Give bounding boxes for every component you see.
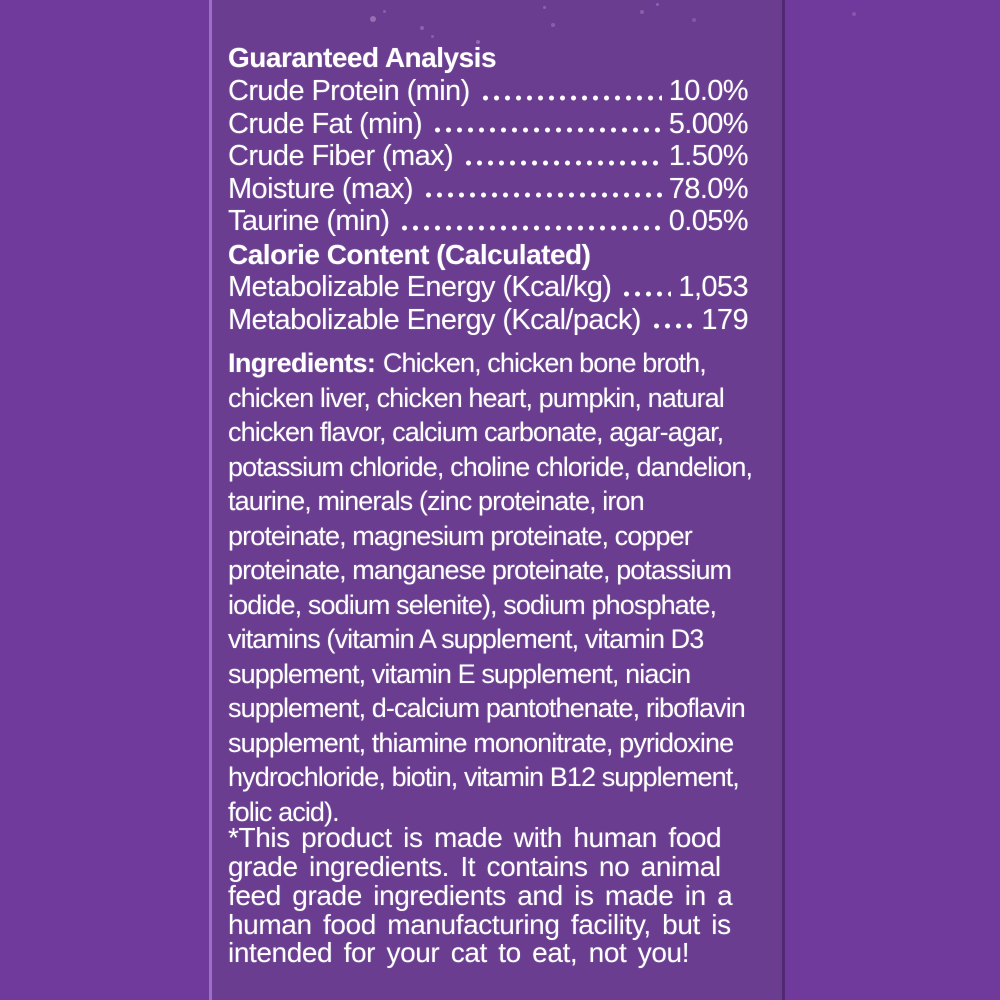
sparkle-dot: [383, 10, 386, 13]
analysis-row: [228, 75, 748, 108]
calorie-content-heading: Calorie Content (Calculated): [228, 238, 591, 270]
ingredients-line: folic acid).: [228, 796, 339, 827]
ingredients-line: hydrochloride, biotin, vitamin B12 supplement,: [228, 762, 739, 793]
analysis-row-value: 5.00%: [668, 107, 748, 140]
ingredients-line: supplement, vitamin E supplement, niacin: [228, 658, 691, 689]
ingredients-line: chicken liver, chicken heart, pumpkin, natural: [228, 382, 724, 413]
ingredients-first-line-text: Chicken, chicken bone broth,: [382, 348, 706, 379]
dot-leader: [432, 127, 662, 133]
ingredients-line: proteinate, magnesium proteinate, copper: [228, 520, 692, 551]
dot-leader: [651, 323, 695, 329]
analysis-row-value: 78.0%: [668, 172, 748, 205]
disclaimer-line: human food manufacturing facility, but is: [228, 908, 731, 940]
sparkle-dot: [852, 12, 856, 16]
analysis-row: [228, 108, 748, 141]
calorie-row: [228, 304, 748, 337]
analysis-row: [228, 173, 748, 206]
ingredients-line: proteinate, manganese proteinate, potassium: [228, 555, 732, 586]
label-text-column: [228, 40, 753, 969]
ingredients-line: vitamins (vitamin A supplement, vitamin D3: [228, 624, 704, 655]
analysis-row: [228, 140, 748, 173]
dot-leader: [423, 192, 662, 198]
ingredients-heading: Ingredients:: [228, 348, 376, 379]
analysis-row-label: Crude Protein (min): [228, 75, 470, 107]
sparkle-dot: [656, 3, 659, 6]
analysis-row-label: Crude Fiber (max): [228, 140, 454, 173]
analysis-row-label: Taurine (min): [228, 205, 390, 238]
ingredients-line: supplement, thiamine mononitrate, pyridoxine: [228, 727, 734, 758]
ingredients-line: chicken flavor, calcium carbonate, agar-agar,: [228, 417, 724, 448]
calorie-content-table: [228, 271, 748, 336]
sparkle-dot: [431, 35, 434, 38]
analysis-row-value: 0.05%: [668, 205, 748, 238]
ingredients-line: potassium chloride, choline chloride, dandelion,: [228, 451, 753, 482]
disclaimer-line: intended for your cat to eat, not you!: [228, 937, 690, 969]
analysis-row-label: Crude Fat (min): [228, 107, 423, 140]
sparkle-dot: [692, 18, 696, 22]
calorie-row-value: 1,053: [678, 270, 748, 303]
calorie-row-value: 179: [701, 303, 748, 336]
analysis-row: [228, 205, 748, 238]
ingredients-line: taurine, minerals (zinc proteinate, iron: [228, 486, 644, 517]
dot-leader: [480, 95, 662, 101]
sparkle-dot: [640, 10, 644, 14]
guaranteed-analysis-heading: Guaranteed Analysis: [228, 42, 497, 73]
analysis-row-label: Moisture (max): [228, 172, 413, 205]
calorie-row-label: Metabolizable Energy (Kcal/pack): [228, 303, 641, 336]
sparkle-dot: [543, 6, 546, 9]
disclaimer-line: grade ingredients. It contains no animal: [228, 850, 721, 882]
ingredients-first-line: [228, 346, 748, 381]
package-seam-right: [782, 0, 785, 1000]
analysis-row-value: 1.50%: [668, 140, 748, 173]
calorie-row: [228, 271, 748, 304]
dot-leader: [621, 291, 671, 297]
ingredients-line: iodide, sodium selenite), sodium phosphate,: [228, 589, 717, 620]
disclaimer-line: *This product is made with human food: [228, 822, 722, 854]
guaranteed-analysis-table: [228, 75, 748, 238]
disclaimer-section: [228, 824, 748, 968]
sparkle-dot: [370, 16, 376, 22]
dot-leader: [463, 160, 662, 166]
ingredients-line: supplement, d-calcium pantothenate, riboflavin: [228, 693, 745, 724]
ingredients-section: [228, 346, 753, 829]
dot-leader: [399, 225, 661, 231]
analysis-row-value: 10.0%: [668, 75, 748, 107]
package-seam-left: [209, 0, 212, 1000]
ingredients-lines: [228, 381, 753, 830]
disclaimer-line: feed grade ingredients and is made in a: [228, 879, 733, 911]
sparkle-dot: [420, 26, 424, 30]
calorie-row-label: Metabolizable Energy (Kcal/kg): [228, 270, 612, 303]
sparkle-dot: [551, 23, 555, 27]
